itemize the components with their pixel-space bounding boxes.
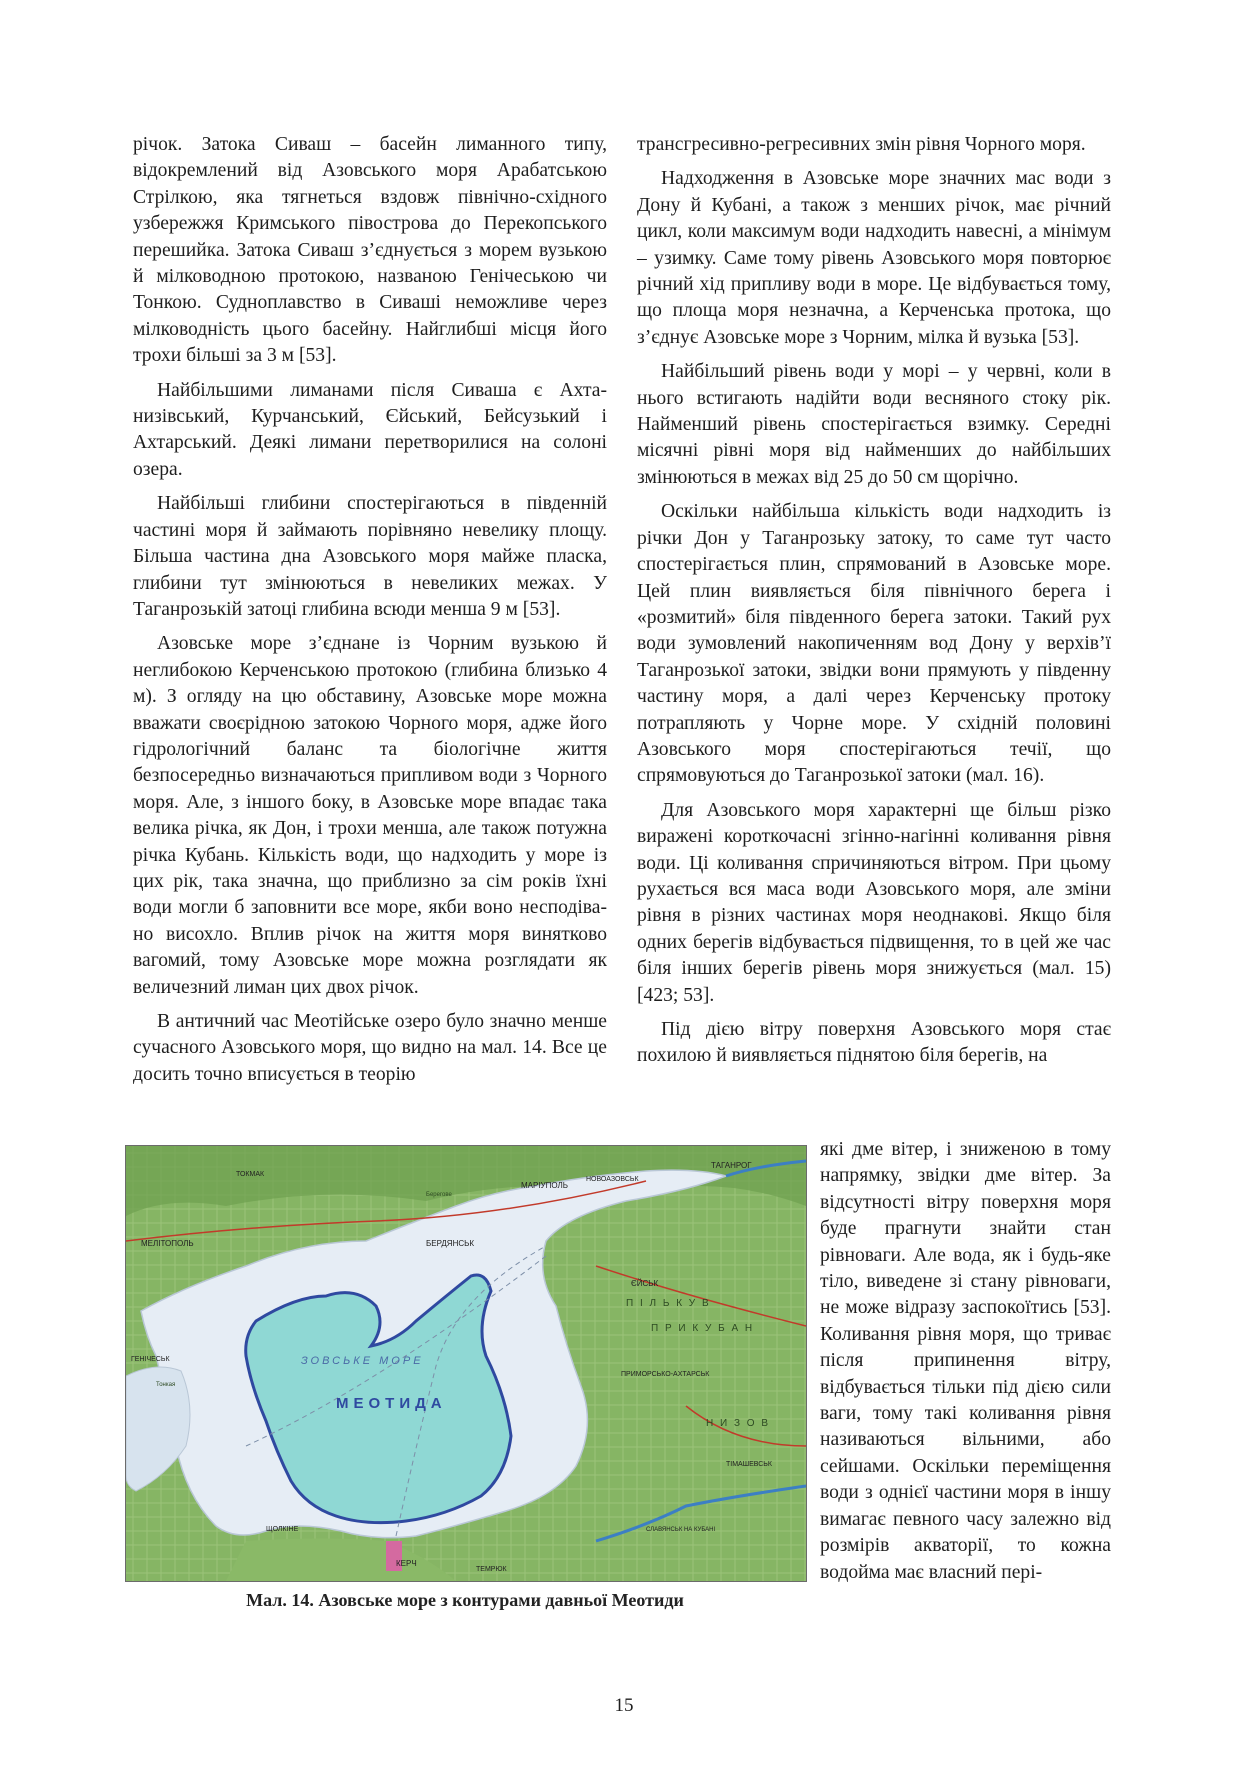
city-label-slavyansk: СЛАВЯНСЬК НА КУБАНІ — [646, 1527, 716, 1533]
city-label-primorsko-akhtarsk: ПРИМОРСЬКО-АХТАРСЬК — [621, 1371, 710, 1378]
figure-caption: Мал. 14. Азовське море з контурами давньої Меотиди — [246, 1590, 684, 1610]
paragraph: Найбільшими лиманами після Сиваша є Ахтанизівський, Курчанський, Єйський, Бейсузький і Ахтарський. Деякі лимани перетворилися на солоні озера. — [133, 379, 607, 480]
left-text-column — [133, 132, 607, 1096]
city-label-taganrog: ТАГАНРОГ — [711, 1161, 752, 1170]
paragraph: які дме вітер, і зниженою в тому напрямку, звідки дме вітер. За відсутності вітру поверхня моря буде прагнути знайти стан рівноваги. Але вода, як і будь-яке тіло, виведене зі стану рівноваги, не може відразу заспокоїтись [53]. Коливання рівня моря, що триває після припинення вітру, відбувається тільки під дією сили ваги, тому такі коливання рівня називаються вільними, або сейшами. Оскільки переміщення води з однієї частини моря в іншу вимагає певного часу залежно від розмірів акваторії, то кожна водойма має власний пері- — [820, 1139, 1111, 1583]
azov-sea-map — [125, 1145, 807, 1582]
map-image — [126, 1146, 806, 1581]
city-label-kerch: КЕРЧ — [396, 1559, 417, 1568]
sea-label: ЗОВСЬКЕ МОРЕ — [301, 1355, 424, 1367]
region-label-nyzovyna: Н И З О В — [706, 1418, 771, 1429]
paragraph: Найбільші глибини спостерігаються в південній частині моря й займають порівняно невелику площу. Більша частина дна Азовського моря майже пласка, глибини тут змінюються в невеликих межах. У Таганрозькій затоці глибина всюди менша 9 м [53]. — [133, 493, 607, 620]
paragraph: В античний час Меотійське озеро було значно менше сучасного Азовського моря, що видно на мал. 14. Все це досить точно вписується в теорію — [133, 1011, 607, 1085]
city-label-melitopol: МЕЛІТОПОЛЬ — [141, 1239, 194, 1248]
paragraph: Під дією вітру поверхня Азовського моря стає похилою й виявляється піднятою біля берегів, на — [637, 1019, 1111, 1067]
paragraph: трансгресивно-регресивних змін рівня Чорного моря. — [637, 134, 1086, 155]
page-number: 15 — [614, 1695, 634, 1716]
paragraph: Надходження в Азовське море значних мас води з Дону й Кубані, а також з менших річок, має річний цикл, коли максимум води надходить навесні, а мінімум – узимку. Саме тому рівень Азовського моря повторює річний хід припливу води в море. Це відбувається тому, що площа моря незначна, а Керченська протока, що з’єднує Азовське море з Чорним, мілка й вузька [53]. — [637, 168, 1111, 348]
city-label-timashevsk: ТІМАШЕВСЬК — [726, 1461, 772, 1468]
paragraph: Найбільший рівень води у морі – у червні, коли в нього встигають надійти води весняного стоку рік. Найменший рівень спостерігається взимку. Середні місячні рівні моря від найменших до найбільших змінюються в межах від 25 до 50 см щорічно. — [637, 361, 1111, 488]
right-text-column — [637, 132, 1111, 1078]
city-label-novoazovsk: НОВОАЗОВСЬК — [586, 1176, 639, 1183]
city-label-shcholkine: ЩОЛКІНЕ — [266, 1526, 299, 1533]
city-label-tokmak: ТОКМАК — [236, 1171, 265, 1178]
region-label-prikuban: П Р И К У Б А Н — [651, 1323, 755, 1334]
city-label-temryuk: ТЕМРЮК — [476, 1566, 507, 1573]
region-label-upland: П І Л Ь К У В — [626, 1298, 711, 1309]
city-label-berdyansk: БЕРДЯНСЬК — [426, 1239, 475, 1248]
paragraph: Для Азовського моря характерні ще більш різко виражені короткочасні згінно-нагінні коливання рівня води. Ці коливання спричиняються вітром. При цьому рухається вся маса води Азовського моря, але зміни рівня в різних частинах моря неоднакові. Якщо біля одних берегів відбувається підвищення, то в цей же час біля інших берегів рівень моря знижується (мал. 15) [423; 53]. — [637, 799, 1111, 1006]
meotida-label: МЕОТИДА — [336, 1395, 447, 1412]
paragraph: Азовське море з’єднане із Чорним вузькою й неглибокою Керченською протокою (глибина близько 4 м). З огляду на цю обставину, Азовське море можна вважати своєрідною затокою Чорного моря, адже його гідрологічний баланс та біологічне життя безпосередньо визначаються припливом води з Чорного моря. Але, з іншого боку, в Азовське море впадає така велика річка, як Дон, і трохи менша, але також потужна річка Кубань. Кількість води, що надходить у море із цих рік, така значна, що приблизно за сім років їхні води могли б заповнити все море, якби воно несподівано висохло. Вплив річок на життя моря винятково вагомий, тому Азовське море можна розглядати як величезний лиман цих двох річок. — [133, 633, 607, 998]
strait-label-tonka: Тонкая — [156, 1382, 176, 1388]
paragraph: Оскільки найбільша кількість води надходить із річки Дон у Таганрозьку затоку, то саме тут часто спостерігається плин, спрямований в Азовське море. Цей плин виявляється біля північного берега і «розмитий» біля південного берега затоки. Такий рух води зумовлений накопиченням вод Дону у верхів’ї Таганрозької затоки, звідки вони прямують у південну частину моря, а далі через Керченську протоку потрапляють у Чорне море. У східній половині Азовського моря спостерігаються течії, що спрямовуються до Таганрозької затоки (мал. 16). — [637, 501, 1111, 787]
right-wrapped-text — [820, 1137, 1111, 1586]
city-label-mariupol: МАРІУПОЛЬ — [521, 1181, 569, 1190]
paragraph: річок. Затока Сиваш – басейн лиманного типу, відокремлений від Азовського моря Арабатською Стрілкою, яка тягнеться вздовж північно-східного узбережжя Кримського півострова до Перекопського перешийка. Затока Сиваш з’єднується з морем вузькою й мілководною протокою, названою Генічеською чи Тонкою. Судноплавство в Сиваші неможливе через мілководність цього басейну. Найглибші місця його трохи більші за 3 м [53]. — [133, 134, 607, 367]
place-label-berehove: Берегове — [426, 1192, 452, 1198]
city-label-genichesk: ГЕНІЧЕСЬК — [131, 1356, 170, 1363]
city-label-yeisk: ЄЙСЬК — [631, 1279, 659, 1288]
